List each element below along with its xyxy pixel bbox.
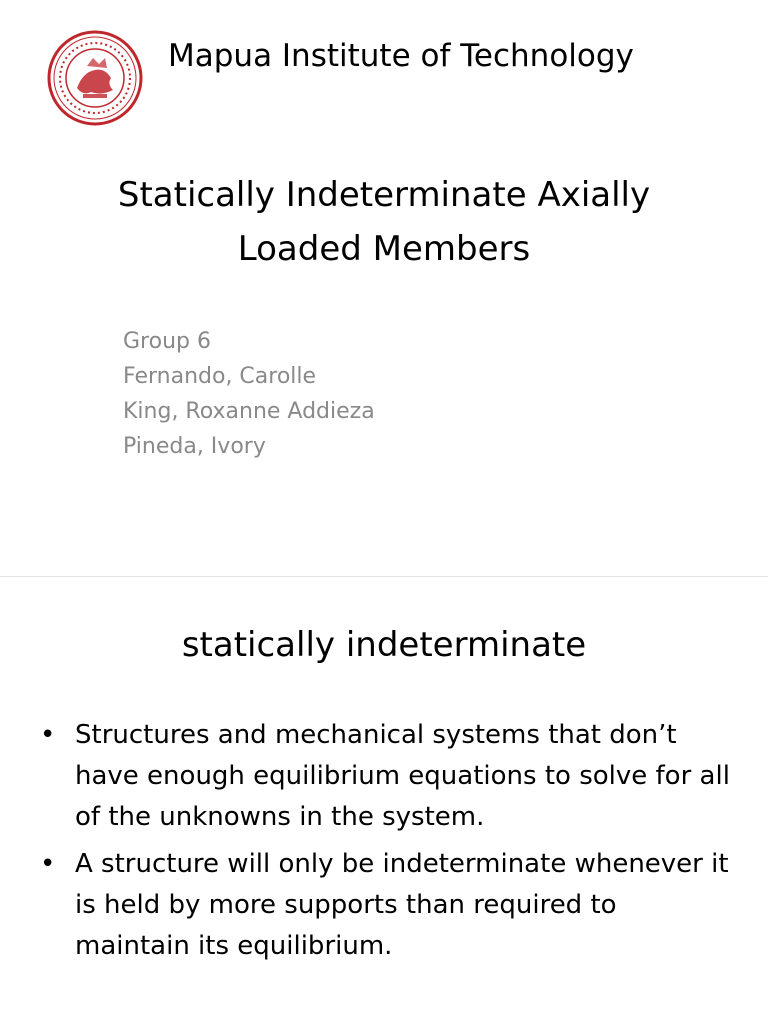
bullet-item	[40, 844, 730, 967]
bullet-list	[40, 715, 730, 973]
bullet-text: Structures and mechanical systems that don’t have enough equilibrium equations to solve for all of the unknowns in the system.	[75, 720, 730, 832]
author-list	[123, 324, 375, 464]
mapua-seal-icon	[47, 30, 143, 126]
author-name: King, Roxanne Addieza	[123, 399, 375, 424]
slide-definition	[0, 577, 768, 1024]
author-name: Pineda, Ivory	[123, 434, 266, 459]
bullet-icon: •	[40, 720, 56, 750]
institution-name: Mapua Institute of Technology	[168, 38, 634, 74]
bullet-text: A structure will only be indeterminate whenever it is held by more supports than required to maintain its equilibrium.	[75, 849, 729, 961]
author-group: Group 6	[123, 329, 211, 354]
bullet-item	[40, 715, 730, 838]
title-line-1: Statically Indeterminate Axially	[117, 175, 651, 215]
bullet-icon: •	[40, 849, 56, 879]
presentation-title	[0, 168, 768, 276]
author-name: Fernando, Carolle	[123, 364, 317, 389]
slide-heading: statically indeterminate	[181, 625, 587, 665]
title-line-2: Loaded Members	[237, 229, 531, 269]
